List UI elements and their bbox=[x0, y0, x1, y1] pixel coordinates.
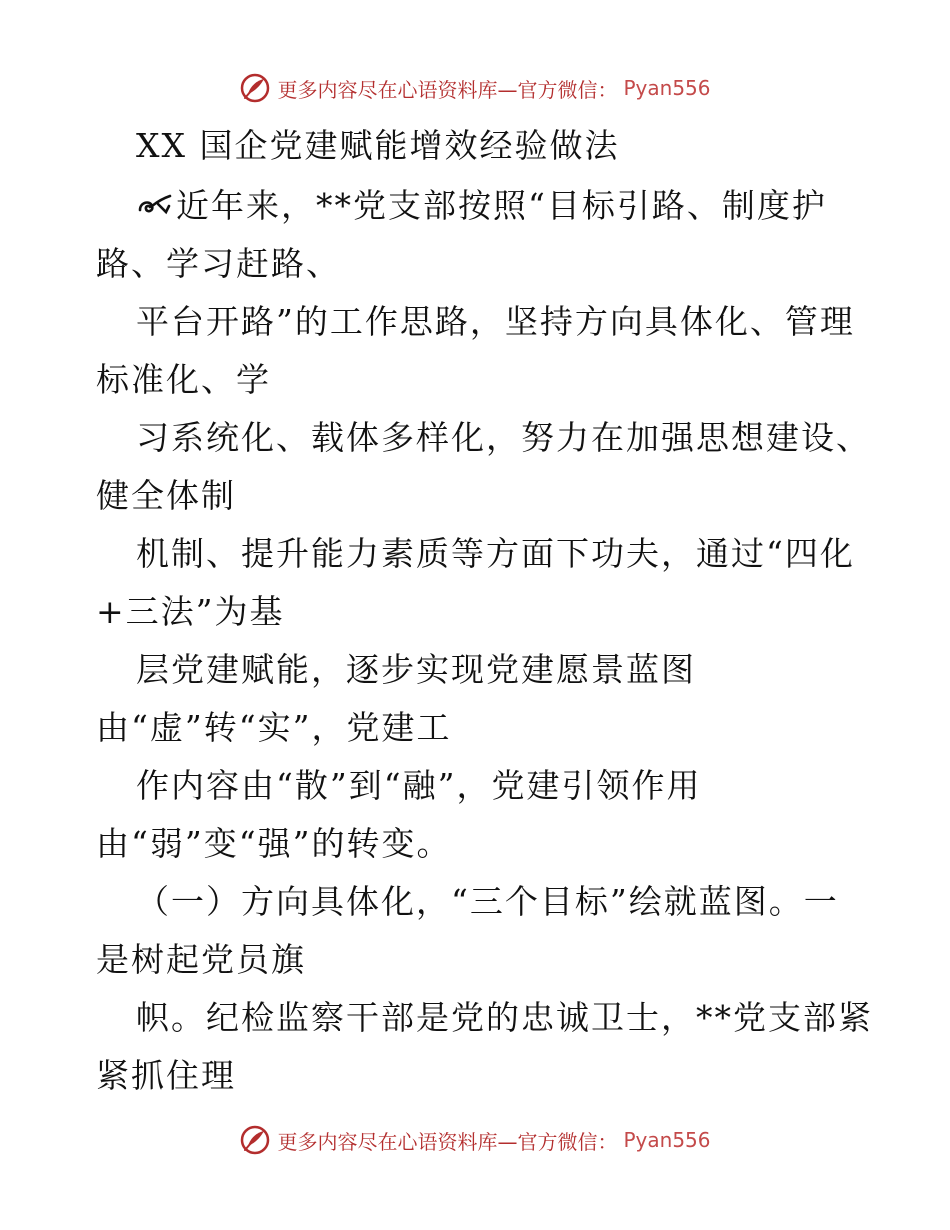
paragraph-line: 习系统化、载体多样化，努力在加强思想建设、 bbox=[136, 418, 871, 457]
paragraph-line: 帜。纪检监察干部是党的忠诚卫士，**党支部紧 bbox=[136, 998, 873, 1037]
paragraph-line: 由“虚”转“实”，党建工 bbox=[96, 708, 452, 747]
paragraph-line: 近年来，**党支部按照“目标引路、制度护 bbox=[136, 186, 827, 226]
footer-banner bbox=[0, 1124, 950, 1156]
banner-text: 更多内容尽在心语资料库—官方微信： bbox=[277, 77, 618, 102]
banner-text: 更多内容尽在心语资料库—官方微信： bbox=[277, 1129, 618, 1154]
paragraph-line: （一）方向具体化，“三个目标”绘就蓝图。一 bbox=[136, 882, 839, 921]
paragraph-line: 是树起党员旗 bbox=[96, 940, 306, 979]
paragraph-line: 平台开路”的工作思路，坚持方向具体化、管理 bbox=[136, 302, 855, 341]
leaf-seal-icon bbox=[239, 1124, 271, 1156]
paragraph-line: 机制、提升能力素质等方面下功夫，通过“四化 bbox=[136, 534, 855, 573]
paragraph-line: 健全体制 bbox=[96, 476, 236, 515]
paragraph-line: 路、学习赶路、 bbox=[96, 244, 341, 283]
paragraph-line: 紧抓住理 bbox=[96, 1056, 236, 1095]
header-banner bbox=[0, 72, 950, 104]
leaf-seal-icon bbox=[239, 72, 271, 104]
paragraph-line: 作内容由“散”到“融”，党建引领作用 bbox=[136, 766, 702, 805]
swirl-ornament-icon bbox=[136, 192, 174, 220]
paragraph-line: +三法”为基 bbox=[96, 592, 285, 631]
paragraph-line: 由“弱”变“强”的转变。 bbox=[96, 824, 452, 863]
banner-wechat-id: Pyan556 bbox=[623, 76, 711, 100]
document-title: XX 国企党建赋能增效经验做法 bbox=[136, 126, 620, 165]
banner-wechat-id: Pyan556 bbox=[623, 1128, 711, 1152]
paragraph-line: 层党建赋能，逐步实现党建愿景蓝图 bbox=[136, 650, 696, 689]
paragraph-line: 标准化、学 bbox=[96, 360, 271, 399]
